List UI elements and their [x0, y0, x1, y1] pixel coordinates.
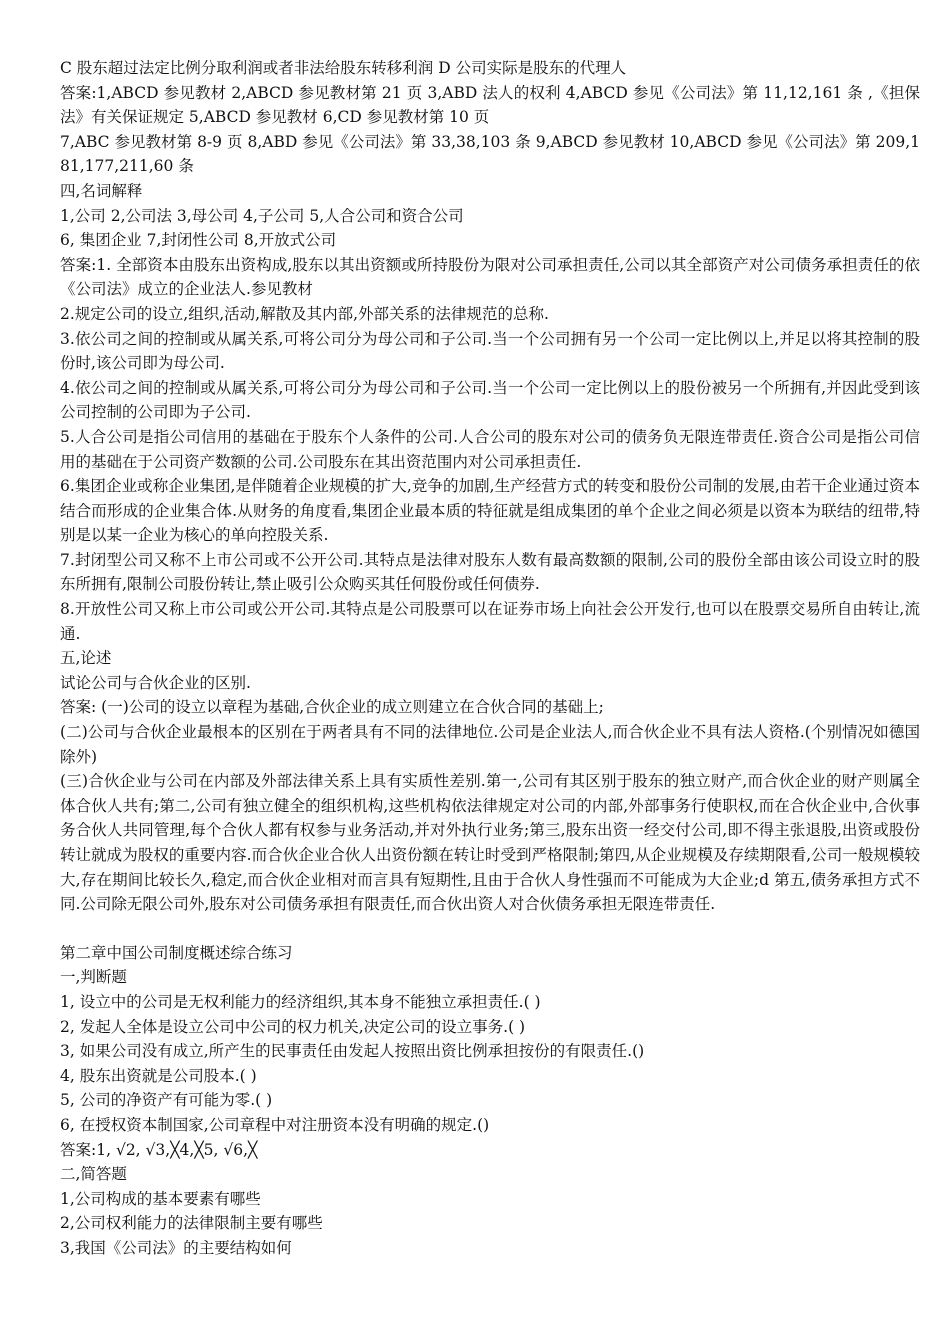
text-line: 试论公司与合伙企业的区别. [60, 673, 251, 692]
text-line: 4.依公司之间的控制或从属关系,可将公司分为母公司和子公司.当一个公司一定比例以上的股份被另一个所拥有,并因此受到该公司控制的公司即为子公司. [60, 378, 920, 422]
question-item: 3, 如果公司没有成立,所产生的民事责任由发起人按照出资比例承担按份的有限责任.() [60, 1042, 645, 1061]
blank-line [60, 917, 920, 941]
document-page [60, 56, 920, 1261]
text-line: 7,ABC 参见教材第 8-9 页 8,ABD 参见《公司法》第 33,38,103 条 9,ABCD 参见教材 10,ABCD 参见《公司法》第 209,181,177,211,60 条 [60, 132, 920, 176]
text-line: 答案:1. 全部资本由股东出资构成,股东以其出资额或所持股份为限对公司承担责任,公司以其全部资产对公司债务承担责任的依《公司法》成立的企业法人.参见教材 [60, 255, 920, 299]
text-line: 8.开放性公司又称上市公司或公开公司.其特点是公司股票可以在证券市场上向社会公开发行,也可以在股票交易所自由转让,流通. [60, 600, 920, 643]
text-line: (二)公司与合伙企业最根本的区别在于两者具有不同的法律地位.公司是企业法人,而合伙企业不具有法人资格.(个别情况如德国除外) [60, 723, 920, 766]
section-heading: 五,论述 [60, 649, 112, 668]
text-line: 6.集团企业或称企业集团,是伴随着企业规模的扩大,竞争的加剧,生产经营方式的转变和股份公司制的发展,由若干企业通过资本结合而形成的企业集合体.从财务的角度看,集团企业最本质的特征就是组成集团的单个企业之间必须是以资本为联结的纽带,特别是以某一企业为核心的单向控股关系. [60, 477, 920, 545]
text-line: 答案: (一)公司的设立以章程为基础,合伙企业的成立则建立在合伙合同的基础上; [60, 698, 604, 717]
text-line: 7.封闭型公司又称不上市公司或不公开公司.其特点是法律对股东人数有最高数额的限制,公司的股份全部由该公司设立时的股东所拥有,限制公司股份转让,禁止吸引公众购买其任何股份或任何债券. [60, 550, 920, 594]
question-item: 2, 发起人全体是设立公司中公司的权力机关,决定公司的设立事务.( ) [60, 1017, 526, 1036]
answer-line: 答案:1, √2, √3,╳4,╳5, √6,╳ [60, 1140, 258, 1159]
question-item: 1,公司构成的基本要素有哪些 [60, 1189, 261, 1208]
text-line: 3.依公司之间的控制或从属关系,可将公司分为母公司和子公司.当一个公司拥有另一个公司一定比例以上,并足以将其控制的股份时,该公司即为母公司. [60, 329, 920, 373]
text-line: C 股东超过法定比例分取利润或者非法给股东转移利润 D 公司实际是股东的代理人 [60, 59, 627, 77]
section-heading: 四,名词解释 [60, 181, 143, 200]
text-line: 5.人合公司是指公司信用的基础在于股东个人条件的公司.人合公司的股东对公司的债务负无限连带责任.资合公司是指公司信用的基础在于公司资产数额的公司.公司股东在其出资范围内对公司承担责任. [60, 427, 920, 471]
chapter-title: 第二章中国公司制度概述综合练习 [60, 943, 293, 962]
text-line: 2.规定公司的设立,组织,活动,解散及其内部,外部关系的法律规范的总称. [60, 304, 549, 323]
question-item: 2,公司权利能力的法律限制主要有哪些 [60, 1214, 323, 1233]
text-line: 1,公司 2,公司法 3,母公司 4,子公司 5,人合公司和资合公司 [60, 206, 464, 225]
section-heading: 二,简答题 [60, 1165, 127, 1184]
question-item: 3,我国《公司法》的主要结构如何 [60, 1238, 292, 1257]
question-item: 4, 股东出资就是公司股本.( ) [60, 1066, 257, 1085]
text-line: 答案:1,ABCD 参见教材 2,ABCD 参见教材第 21 页 3,ABD 法人的权利 4,ABCD 参见《公司法》第 11,12,161 条 ,《担保法》有关保证规定 5,ABCD 参见教材 6,CD 参见教材第 10 页 [60, 83, 920, 127]
question-item: 1, 设立中的公司是无权利能力的经济组织,其本身不能独立承担责任.( ) [60, 992, 541, 1011]
question-item: 5, 公司的净资产有可能为零.( ) [60, 1091, 273, 1110]
text-line: 6, 集团企业 7,封闭性公司 8,开放式公司 [60, 231, 337, 250]
question-item: 6, 在授权资本制国家,公司章程中对注册资本没有明确的规定.() [60, 1115, 490, 1134]
section-heading: 一,判断题 [60, 968, 127, 987]
text-line: (三)合伙企业与公司在内部及外部法律关系上具有实质性差别.第一,公司有其区别于股东的独立财产,而合伙企业的财产则属全体合伙人共有;第二,公司有独立健全的组织机构,这些机构依法律规定对公司的内部,外部事务行使职权,而在合伙企业中,合伙事务合伙人共同管理,每个合伙人都有权参与业务活动,并对外执行业务;第三,股东出资一经交付公司,即不得主张退股,出资或股份转让就成为股权的重要内容.而合伙企业合伙人出资份额在转让时受到严格限制;第四,从企业规模及存续期限看,公司一般规模较大,存在期间比较长久,稳定,而合伙企业相对而言具有短期性,且由于合伙人身性强而不可能成为大企业;d 第五,债务承担方式不同.公司除无限公司外,股东对公司债务承担有限责任,而合伙出资人对合伙债务承担无限连带责任. [60, 772, 920, 914]
